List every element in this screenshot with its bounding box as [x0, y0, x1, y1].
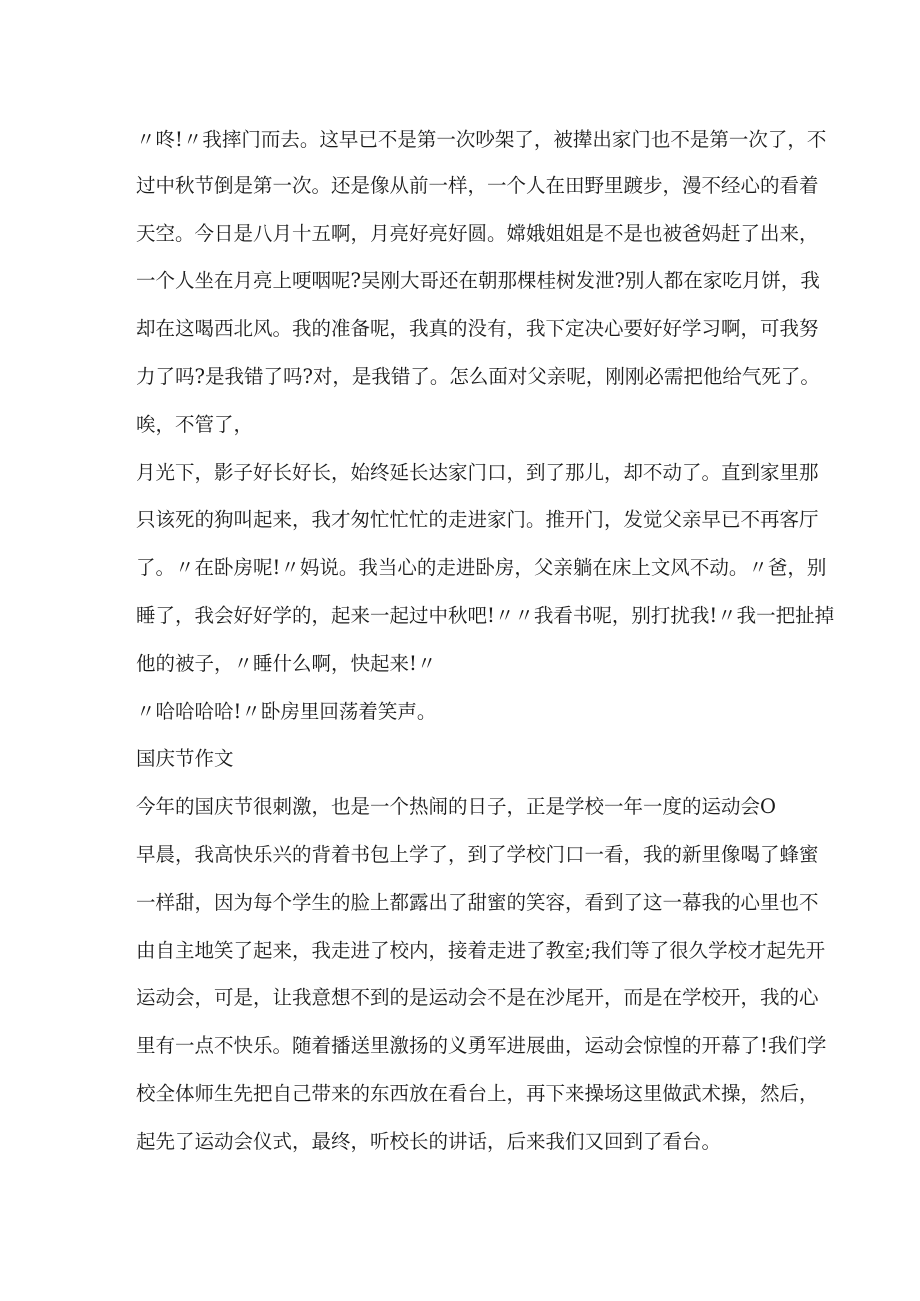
text-line: 睡了，我会好好学的，起来一起过中秋吧!〃〃我看书呢，别打扰我!〃我一把扯掉	[136, 604, 835, 627]
text-line: 过中秋节倒是第一次。还是像从前一样，一个人在田野里踱步，漫不经心的看着	[136, 174, 819, 197]
text-line: 他的被子，〃睡什么啊，快起来!〃	[136, 652, 437, 675]
text-line: 月光下，影子好长好长，始终延长达家门口，到了那儿，却不动了。直到家里那	[136, 461, 819, 484]
text-line: 今年的国庆节很刺激，也是一个热闹的日子，正是学校一年一度的运动会O	[136, 795, 776, 818]
text-line: 只该死的狗叫起来，我才匆忙忙忙的走进家门。推开门，发觉父亲早已不再客厅	[136, 508, 819, 531]
text-line: 力了吗?是我错了吗?对，是我错了。怎么面对父亲呢，刚刚必需把他给气死了。	[136, 365, 820, 388]
text-line: 一样甜，因为每个学生的脸上都露出了甜蜜的笑容，看到了这一幕我的心里也不	[136, 891, 819, 914]
text-line: 里有一点不快乐。随着播送里激扬的义勇军进展曲，运动会惊惶的开幕了!我们学	[136, 1034, 827, 1057]
text-line: 运动会，可是，让我意想不到的是运动会不是在沙尾开，而是在学校开，我的心	[136, 986, 819, 1009]
text-line: 天空。今日是八月十五啊，月亮好亮好圆。嫦娥姐姐是不是也被爸妈赶了出来，	[136, 222, 819, 245]
text-line: 却在这喝西北风。我的准备呢，我真的没有，我下定决心要好好学习啊，可我努	[136, 317, 819, 340]
text-line: 唉，不管了，	[136, 413, 254, 436]
text-line: 校全体师生先把自己带来的东西放在看台上，再下来操场这里做武术操，然后，	[136, 1082, 819, 1105]
text-line: 一个人坐在月亮上哽咽呢?吴刚大哥还在朝那棵桂树发泄?别人都在家吃月饼，我	[136, 269, 820, 292]
text-line: 起先了运动会仪式，最终，听校长的讲话，后来我们又回到了看台。	[136, 1130, 722, 1153]
text-line: 由自主地笑了起来，我走进了校内，接着走进了教室;我们等了很久学校才起先开	[136, 939, 826, 962]
section-heading: 国庆节作文	[136, 747, 234, 770]
text-line: 早晨，我高快乐兴的背着书包上学了，到了学校门口一看，我的新里像喝了蜂蜜	[136, 843, 819, 866]
text-line: 了。〃在卧房呢!〃妈说。我当心的走进卧房，父亲躺在床上文风不动。〃爸，别	[136, 556, 827, 579]
text-line: 〃咚!〃我摔门而去。这早已不是第一次吵架了，被撵出家门也不是第一次了，不	[136, 128, 827, 151]
text-line: 〃哈哈哈哈!〃卧房里回荡着笑声。	[136, 700, 437, 723]
